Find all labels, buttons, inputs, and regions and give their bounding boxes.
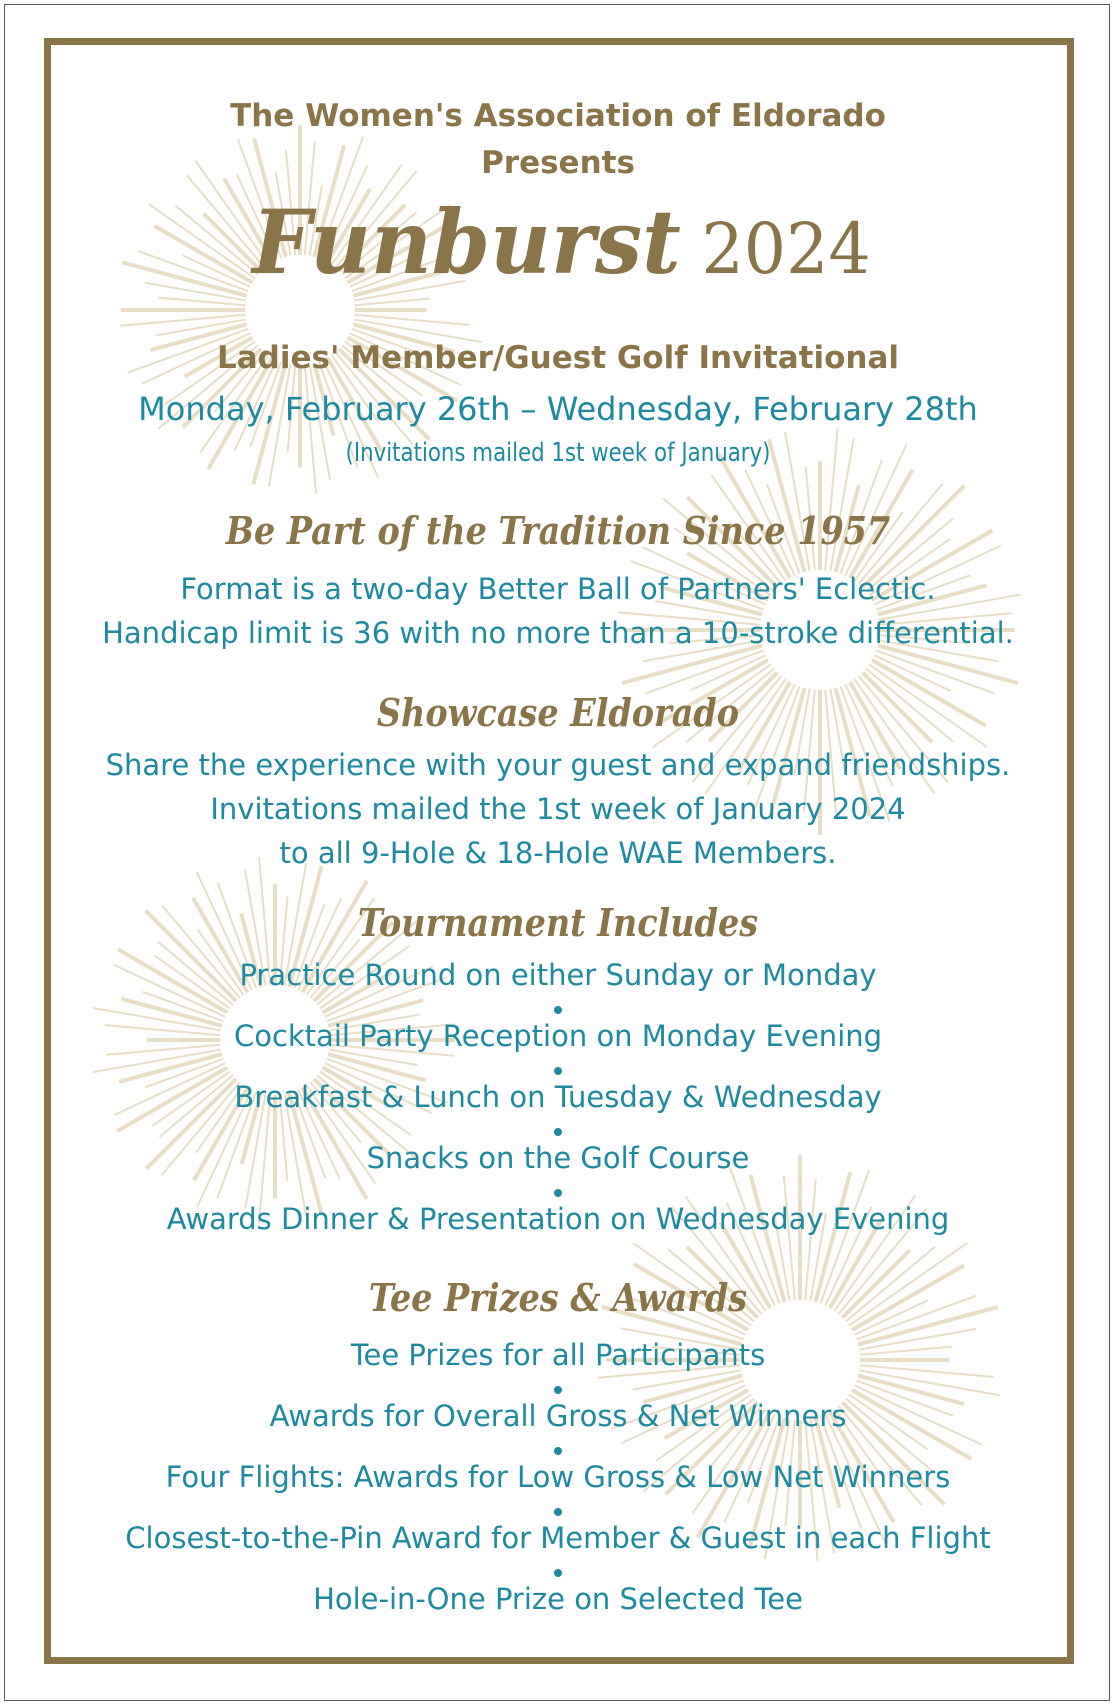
tradition-line-2: Handicap limit is 36 with no more than a 10-stroke differential. [102,616,1014,650]
showcase-heading: Showcase Eldorado [376,690,740,735]
prizes-item-2: Awards for Overall Gross & Net Winners [269,1399,847,1433]
invite-note: (Invitations mailed 1st week of January) [345,438,771,468]
bullet-dot [554,1508,562,1516]
showcase-line-1: Share the experience with your guest and expand friendships. [105,748,1011,782]
bullet-dot [554,1067,562,1075]
prizes-item-3: Four Flights: Awards for Low Gross & Low Net Winners [165,1460,951,1494]
event-dates: Monday, February 26th – Wednesday, February 28th [138,390,978,428]
presents-line: Presents [481,145,635,181]
includes-item-2: Cocktail Party Reception on Monday Evening [233,1019,883,1053]
bullet-dot [554,1386,562,1394]
prizes-heading: Tee Prizes & Awards [368,1275,748,1320]
bullet-dot [554,1189,562,1197]
event-title [0,190,1116,294]
bullet-dot [554,1569,562,1577]
tradition-line-1: Format is a two-day Better Ball of Partners' Eclectic. [180,572,936,606]
includes-item-3: Breakfast & Lunch on Tuesday & Wednesday [234,1080,882,1114]
showcase-line-3: to all 9-Hole & 18-Hole WAE Members. [279,836,837,870]
bullet-dot [554,1447,562,1455]
bullet-dot [554,1128,562,1136]
includes-item-1: Practice Round on either Sunday or Monday [239,958,877,992]
prizes-item-1: Tee Prizes for all Participants [350,1338,766,1372]
org-line: The Women's Association of Eldorado [230,98,886,134]
showcase-line-2: Invitations mailed the 1st week of January 2024 [210,792,906,826]
title-year: 2024 [701,208,871,290]
tradition-heading: Be Part of the Tradition Since 1957 [225,508,891,553]
prizes-item-4: Closest-to-the-Pin Award for Member & Guest in each Flight [125,1521,991,1555]
prizes-item-5: Hole-in-One Prize on Selected Tee [313,1582,803,1616]
event-type: Ladies' Member/Guest Golf Invitational [216,340,900,376]
bullet-dot [554,1006,562,1014]
includes-item-4: Snacks on the Golf Course [366,1141,750,1175]
includes-item-5: Awards Dinner & Presentation on Wednesday Evening [166,1202,950,1236]
title-script: Funburst [252,190,681,294]
includes-heading: Tournament Includes [357,900,759,945]
